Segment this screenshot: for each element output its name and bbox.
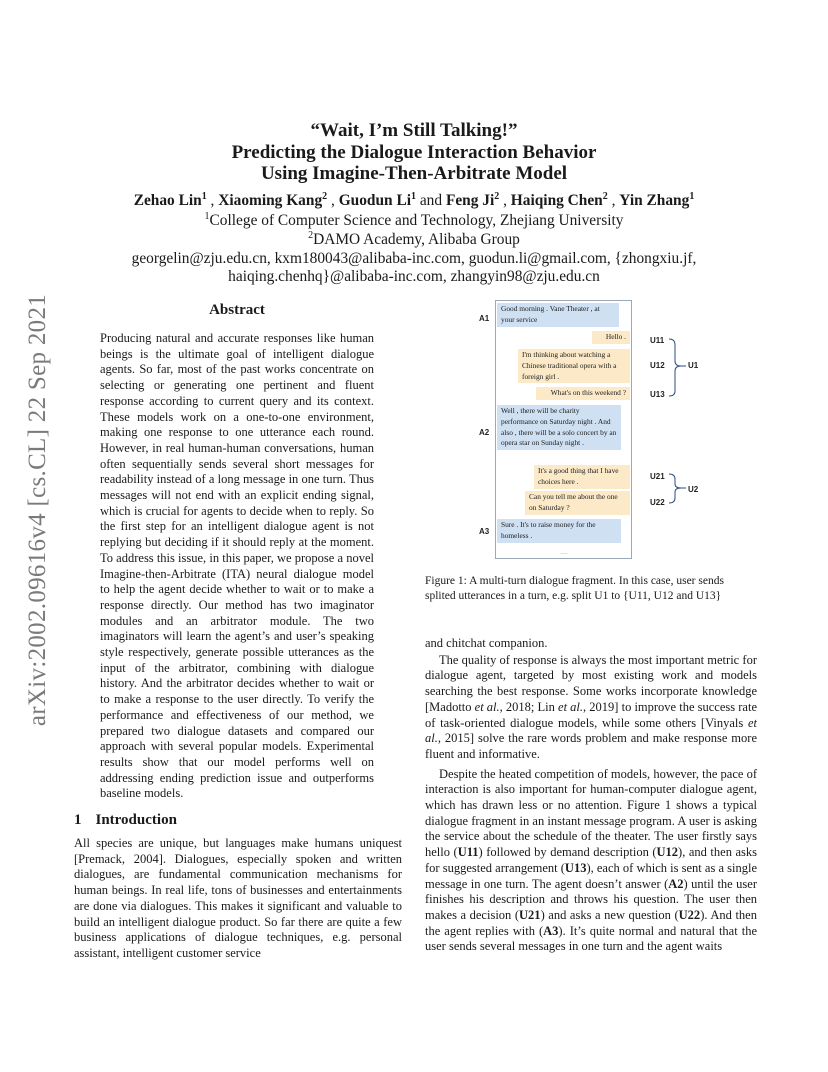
dialogue-bubble-user: What's on this weekend ? (536, 387, 630, 400)
dialogue-ellipsis: .... (560, 547, 568, 556)
email-line-1: georgelin@zju.edu.cn, kxm180043@alibaba-inc.com, guodun.li@gmail.com, {zhongxiu.jf, (131, 250, 697, 267)
paper-title-line-2: Predicting the Dialogue Interaction Behavior (231, 142, 597, 163)
label-u11: U11 (650, 336, 665, 345)
author-name: Yin Zhang (619, 192, 690, 209)
affiliation-2 (60, 230, 768, 249)
dialogue-bubble-agent: Good morning . Vane Theater , at your service (497, 303, 619, 327)
label-u12: U12 (650, 361, 665, 370)
section-heading-introduction (74, 812, 177, 829)
label-a3: A3 (479, 527, 490, 536)
author-affiliation-mark: 2 (494, 191, 500, 202)
affiliation-text: DAMO Academy, Alibaba Group (313, 231, 520, 248)
label-a2: A2 (479, 428, 490, 437)
email-line-2: haiqing.chenhq}@alibaba-inc.com, zhangyin98@zju.edu.cn (228, 268, 600, 285)
u2-bracket (667, 470, 691, 510)
label-u2: U2 (688, 485, 699, 494)
author-name: Feng Ji (445, 192, 495, 209)
arxiv-identifier: arXiv:2002.09616v4 [cs.CL] 22 Sep 2021 (24, 293, 51, 727)
paragraph-interaction-pace: Despite the heated competition of models, however, the pace of interaction is also important for human-computer dialogue agent, which has drawn less or no attention. Figure 1 shows a typical dialogue fragment in an instant message program. A user is asking the service about the schedule of the theater. The user firstly says hello (U11) followed by demand description (U12), and then asks for suggested arrangement (U13), each of which is sent as a single message in one turn. The agent doesn’t answer (A2) until the user finishes his description and throws his question. The user then makes a decision (U21) and asks a new question (U22). And then the agent replies with (A3). It’s quite normal and natural that the user sends several messages in one turn and the agent waits (425, 766, 758, 954)
section-number: 1 (74, 812, 82, 828)
label-a1: A1 (479, 314, 490, 323)
introduction-paragraph: All species are unique, but languages make humans uniquest [Premack, 2004]. Dialogues, especially spoken and written dialogues, are fundamental communication mechanisms for human beings. In real life, tons of businesses and entertainments are done via dialogues. This makes it significant and valuable to build an intelligent dialogue product. So far there are quite a few business applications of dialogue techniques, e.g. personal assistant, intelligent customer service (74, 836, 402, 960)
author-list: Zehao Lin$^1$ , Xiaoming Kang$^2$ , Guodun Li$^1$ and Feng Ji$^2$ , Haiqing Chen$^2$ , Yin Zhang$^1$ (133, 191, 695, 209)
u1-bracket (667, 333, 691, 403)
figure-1-dialogue (479, 297, 755, 561)
author-name: Xiaoming Kang (218, 192, 323, 209)
figure-1-caption: Figure 1: A multi-turn dialogue fragment. In this case, user sends splited utterances in a turn, e.g. split U1 to {U11, U12 and U13} (425, 575, 724, 602)
label-u1: U1 (688, 361, 699, 370)
label-u21: U21 (650, 472, 665, 481)
dialogue-bubble-user: Can you tell me about the one on Saturday ? (525, 491, 630, 515)
affiliation-mark: 2 (308, 230, 314, 241)
affiliation-mark: 1 (204, 211, 210, 222)
dialogue-bubble-user: It's a good thing that I have choices here . (534, 465, 630, 489)
section-title: Introduction (95, 812, 177, 828)
label-u22: U22 (650, 498, 665, 507)
arxiv-sidebar-stamp (8, 290, 68, 730)
label-u13: U13 (650, 390, 665, 399)
abstract-heading: Abstract (209, 302, 265, 318)
author-name: Guodun Li (338, 192, 411, 209)
dialogue-bubble-user: Hello . (592, 331, 630, 344)
author-affiliation-mark: 1 (201, 191, 207, 202)
right-column-body (425, 636, 757, 955)
dialogue-bubble-agent: Well , there will be charity performance on Saturday night . And also , there will be a solo concert by an opera star on Sunday night . (497, 405, 621, 450)
paper-title-line-1: “Wait, I’m Still Talking!” (310, 120, 518, 141)
abstract-text: Producing natural and accurate responses like human beings is the ultimate goal of intelligent dialogue agents. So far, most of the past works concentrate on selecting or generating one pertinent and fluent response according to current query and its context. These models work on a one-to-one environment, making one response to one utterance each round. However, in real human-human conversations, human often sequentially sends several short messages for readability instead of a long message in one turn. Thus messages will not end with an explicit ending signal, which is crucial for agents to decide when to reply. So the first step for an intelligent dialogue agent is not replying but deciding if it should reply at the moment. To address this issue, in this paper, we propose a novel Imagine-then-Arbitrate (ITA) neural dialogue model to help the agent decide whether to wait or to make a response directly. Our method has two imaginator modules and an arbitrator module. The two imaginators will learn the agent’s and user’s speaking style respectively, generate possible utterances as the input of the arbitrator, combining with dialogue history. And the arbitrator decides whether to wait or to make a response to the user directly. To verify the performance and effectiveness of our method, we prepared two dialogue datasets and compared our approach with several popular models. Experimental results show that our model performs well on addressing ending prediction issue and outperforms baseline models. (100, 331, 374, 801)
dialogue-bubble-agent: Sure . It's to raise money for the homeless . (497, 519, 621, 543)
author-affiliation-mark: 1 (689, 191, 695, 202)
dialogue-frame (495, 300, 632, 559)
author-name: Zehao Lin (133, 192, 202, 209)
author-affiliation-mark: 1 (410, 191, 416, 202)
affiliation-text: College of Computer Science and Technology, Zhejiang University (209, 212, 624, 229)
paper-title-line-3: Using Imagine-Then-Arbitrate Model (260, 163, 568, 184)
abstract-body (100, 331, 374, 802)
paragraph-response-quality: The quality of response is always the most important metric for dialogue agent, targeted by most existing work and models searching the best response. Some works incorporate knowledge [Madotto et al., 2018; Lin et al., 2019] to improve the success rate of task-oriented dialogue models, while some others [Vinyals et al., 2015] solve the rare words problem and make response more fluent and informative. (425, 652, 757, 761)
author-name: Haiqing Chen (510, 192, 603, 209)
dialogue-bubble-user: I'm thinking about watching a Chinese traditional opera with a foreign girl . (518, 349, 630, 383)
author-affiliation-mark: 2 (602, 191, 608, 202)
paragraph-continuation: and chitchat companion. (425, 636, 548, 650)
author-affiliation-mark: 2 (322, 191, 328, 202)
affiliation-1 (60, 211, 768, 230)
and-word: and (419, 192, 443, 209)
introduction-body (74, 836, 402, 962)
